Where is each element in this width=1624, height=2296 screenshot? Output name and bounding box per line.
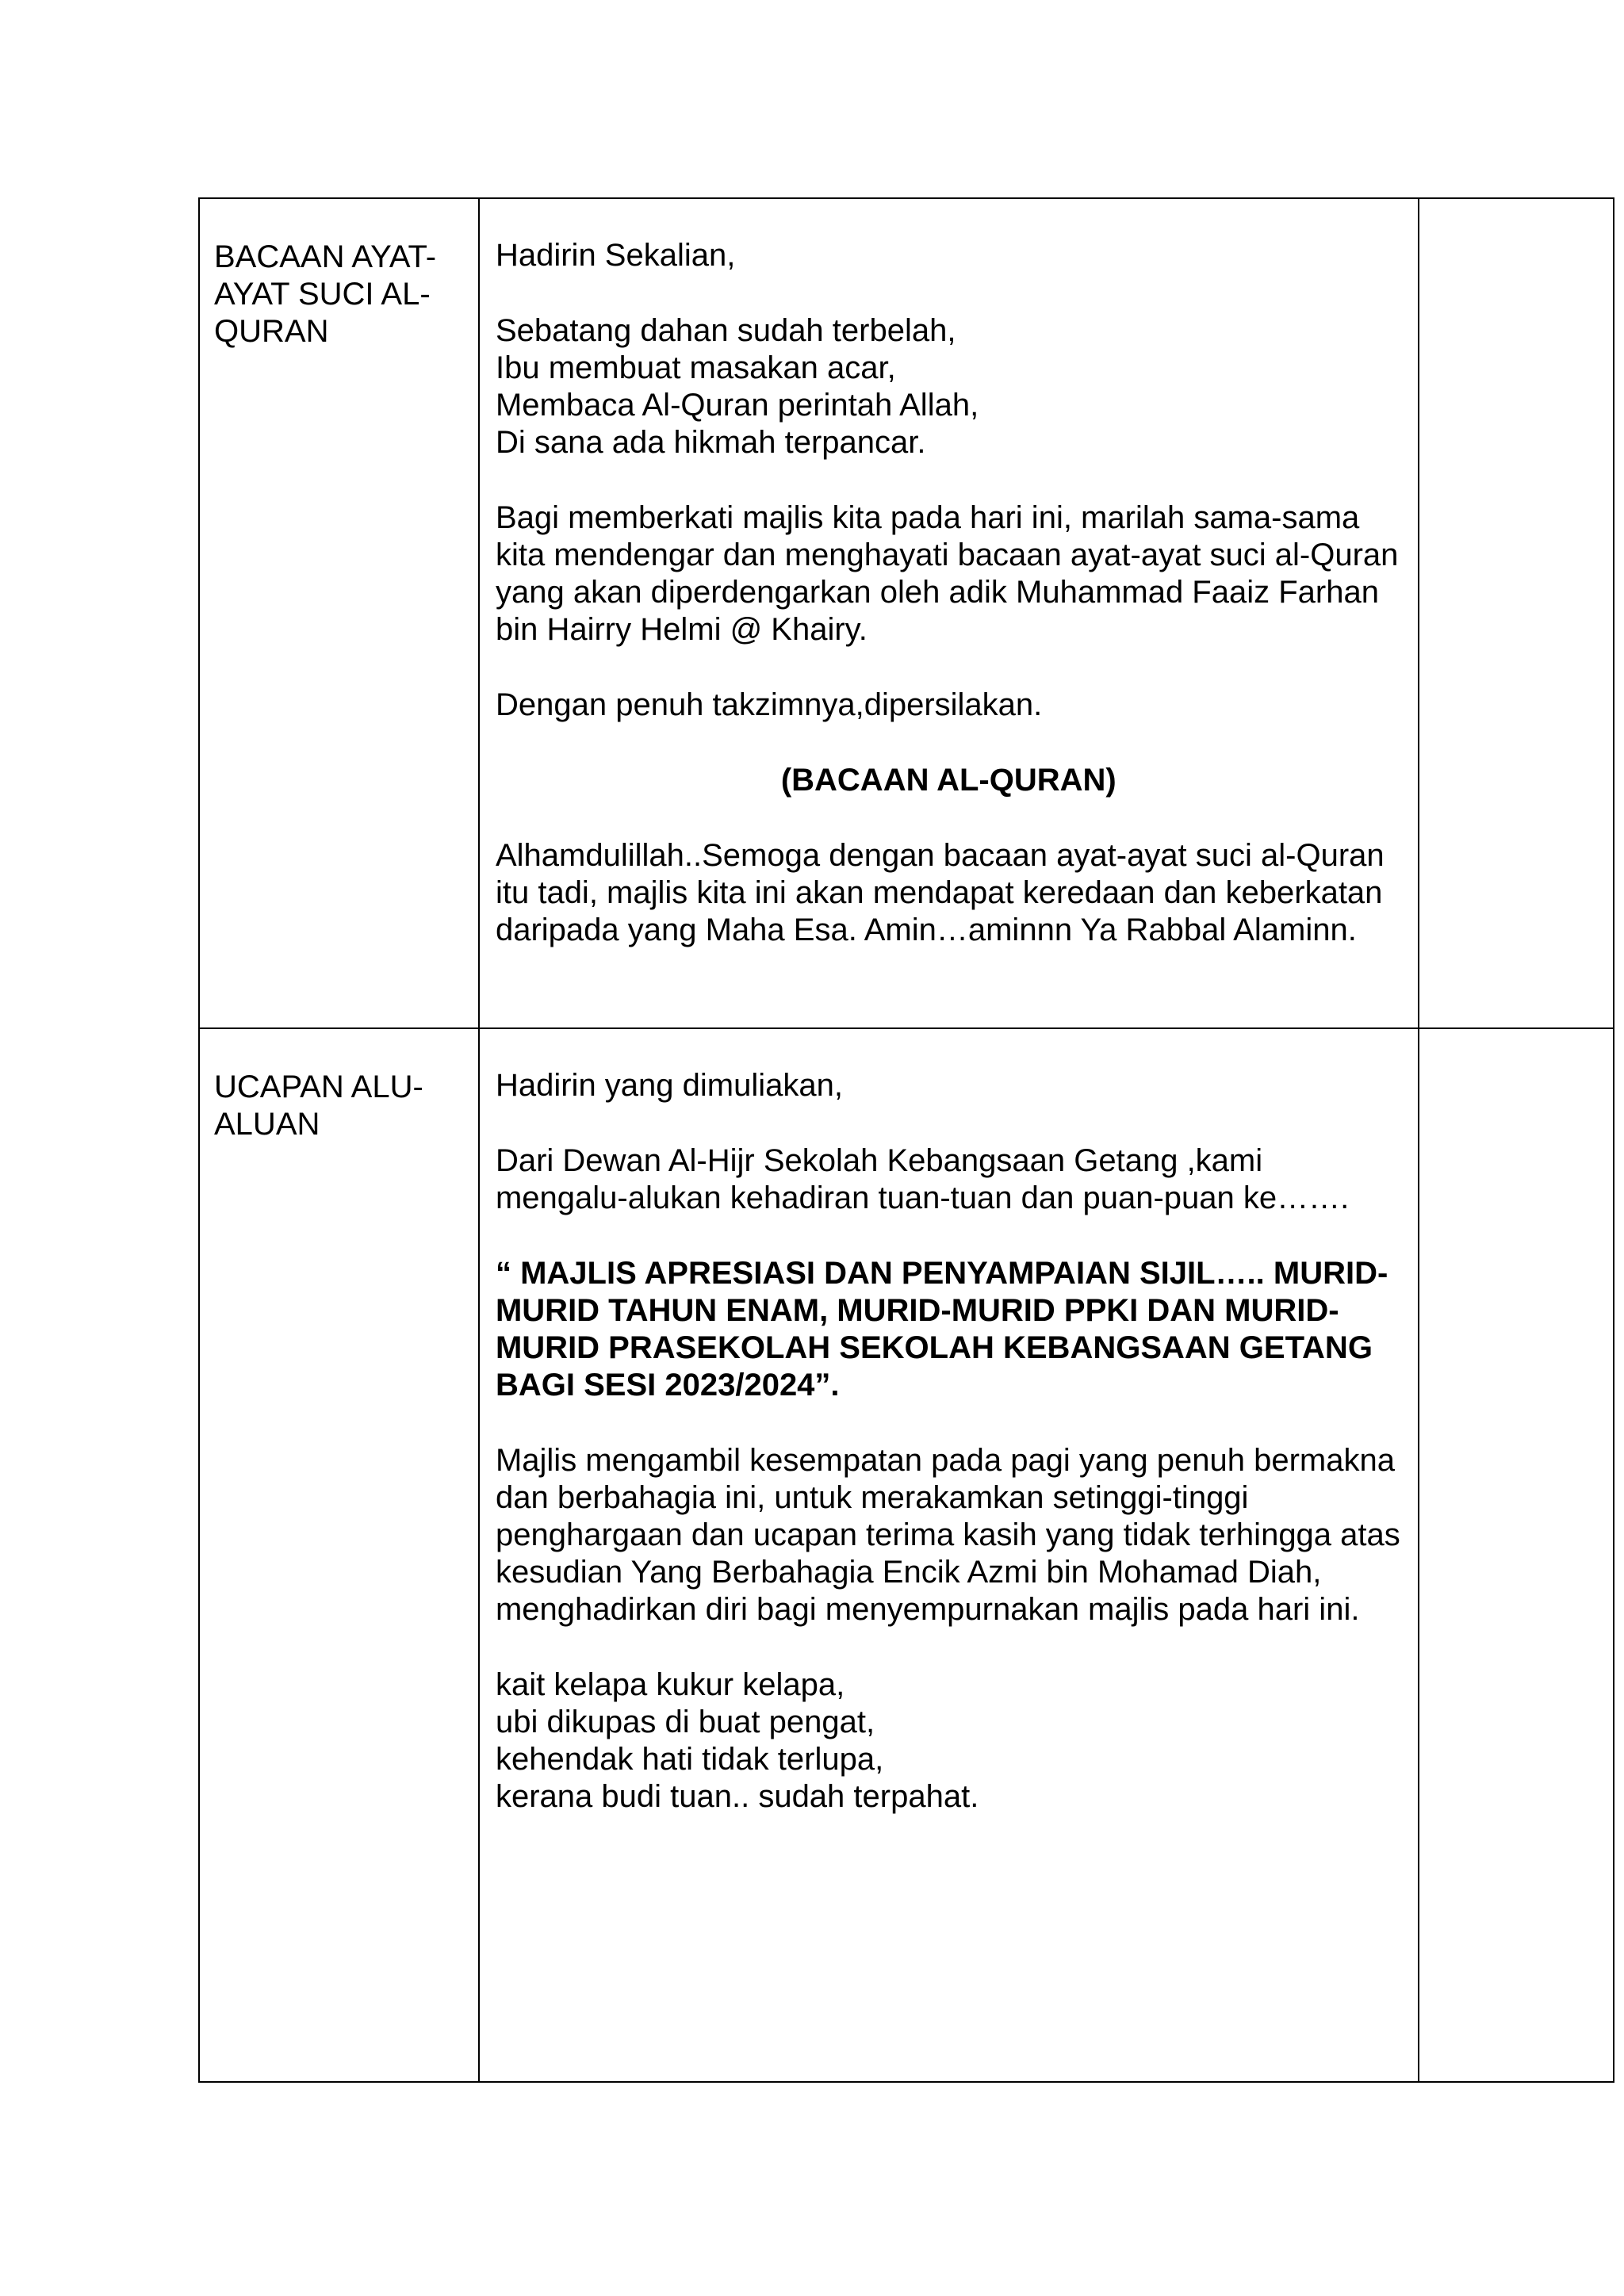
note-cell	[1419, 1028, 1614, 2082]
script-cell	[479, 1028, 1419, 2082]
verse-line: Ibu membuat masakan acar,	[495, 350, 896, 385]
verse-line: Membaca Al-Quran perintah Allah,	[495, 388, 979, 423]
paragraph: Majlis mengambil kesempatan pada pagi yang penuh bermakna dan berbahagia ini, untuk merakamkan setinggi-tinggi penghargaan dan ucapan terima kasih yang tidak terhingga atas kesudian Yang Berbahagia Encik Azmi bin Mohamad Diah, menghadirkan diri bagi menyempurnakan majlis pada hari ini.	[495, 1443, 1400, 1627]
script-cell	[479, 198, 1419, 1028]
verse-line: kehendak hati tidak terlupa,	[495, 1742, 884, 1777]
event-script-table	[198, 197, 1614, 2083]
agenda-label-cell	[199, 1028, 479, 2082]
agenda-label: UCAPAN ALU- ALUAN	[214, 1070, 423, 1142]
table-row-quran-recitation	[199, 198, 1614, 1028]
table-row-welcome-speech	[199, 1028, 1614, 2082]
paragraph: Bagi memberkati majlis kita pada hari ini, marilah sama-sama kita mendengar dan menghayati bacaan ayat-ayat suci al-Quran yang akan diperdengarkan oleh adik Muhammad Faaiz Farhan bin Hairry Helmi @ Khairy.	[495, 500, 1399, 647]
paragraph: Dengan penuh takzimnya,dipersilakan.	[495, 687, 1043, 722]
verse-line: kait kelapa kukur kelapa,	[495, 1667, 845, 1702]
verse-line: Di sana ada hikmah terpancar.	[495, 425, 926, 460]
agenda-label: BACAAN AYAT- AYAT SUCI AL- QURAN	[214, 239, 437, 349]
note-cell	[1419, 198, 1614, 1028]
paragraph: Alhamdulillah..Semoga dengan bacaan ayat-ayat suci al-Quran itu tadi, majlis kita ini akan mendapat keredaan dan keberkatan daripada yang Maha Esa. Amin…aminnn Ya Rabbal Alaminn.	[495, 838, 1385, 947]
pantun-verse	[496, 312, 1402, 461]
greeting: Hadirin Sekalian,	[495, 238, 736, 273]
section-heading: (BACAAN AL-QURAN)	[780, 763, 1116, 798]
agenda-label-cell	[199, 198, 479, 1028]
pantun-verse	[496, 1667, 1402, 1816]
event-title: “ MAJLIS APRESIASI DAN PENYAMPAIAN SIJIL….. MURID-MURID TAHUN ENAM, MURID-MURID PPKI DAN MURID-MURID PRASEKOLAH SEKOLAH KEBANGSAAN GETANG BAGI SESI 2023/2024”.	[495, 1256, 1388, 1402]
verse-line: ubi dikupas di buat pengat,	[495, 1705, 875, 1739]
verse-line: Sebatang dahan sudah terbelah,	[495, 313, 956, 348]
verse-line: kerana budi tuan.. sudah terpahat.	[495, 1779, 979, 1814]
greeting: Hadirin yang dimuliakan,	[495, 1068, 843, 1103]
paragraph: Dari Dewan Al-Hijr Sekolah Kebangsaan Getang ,kami mengalu-alukan kehadiran tuan-tuan dan puan-puan ke…….	[495, 1143, 1350, 1215]
